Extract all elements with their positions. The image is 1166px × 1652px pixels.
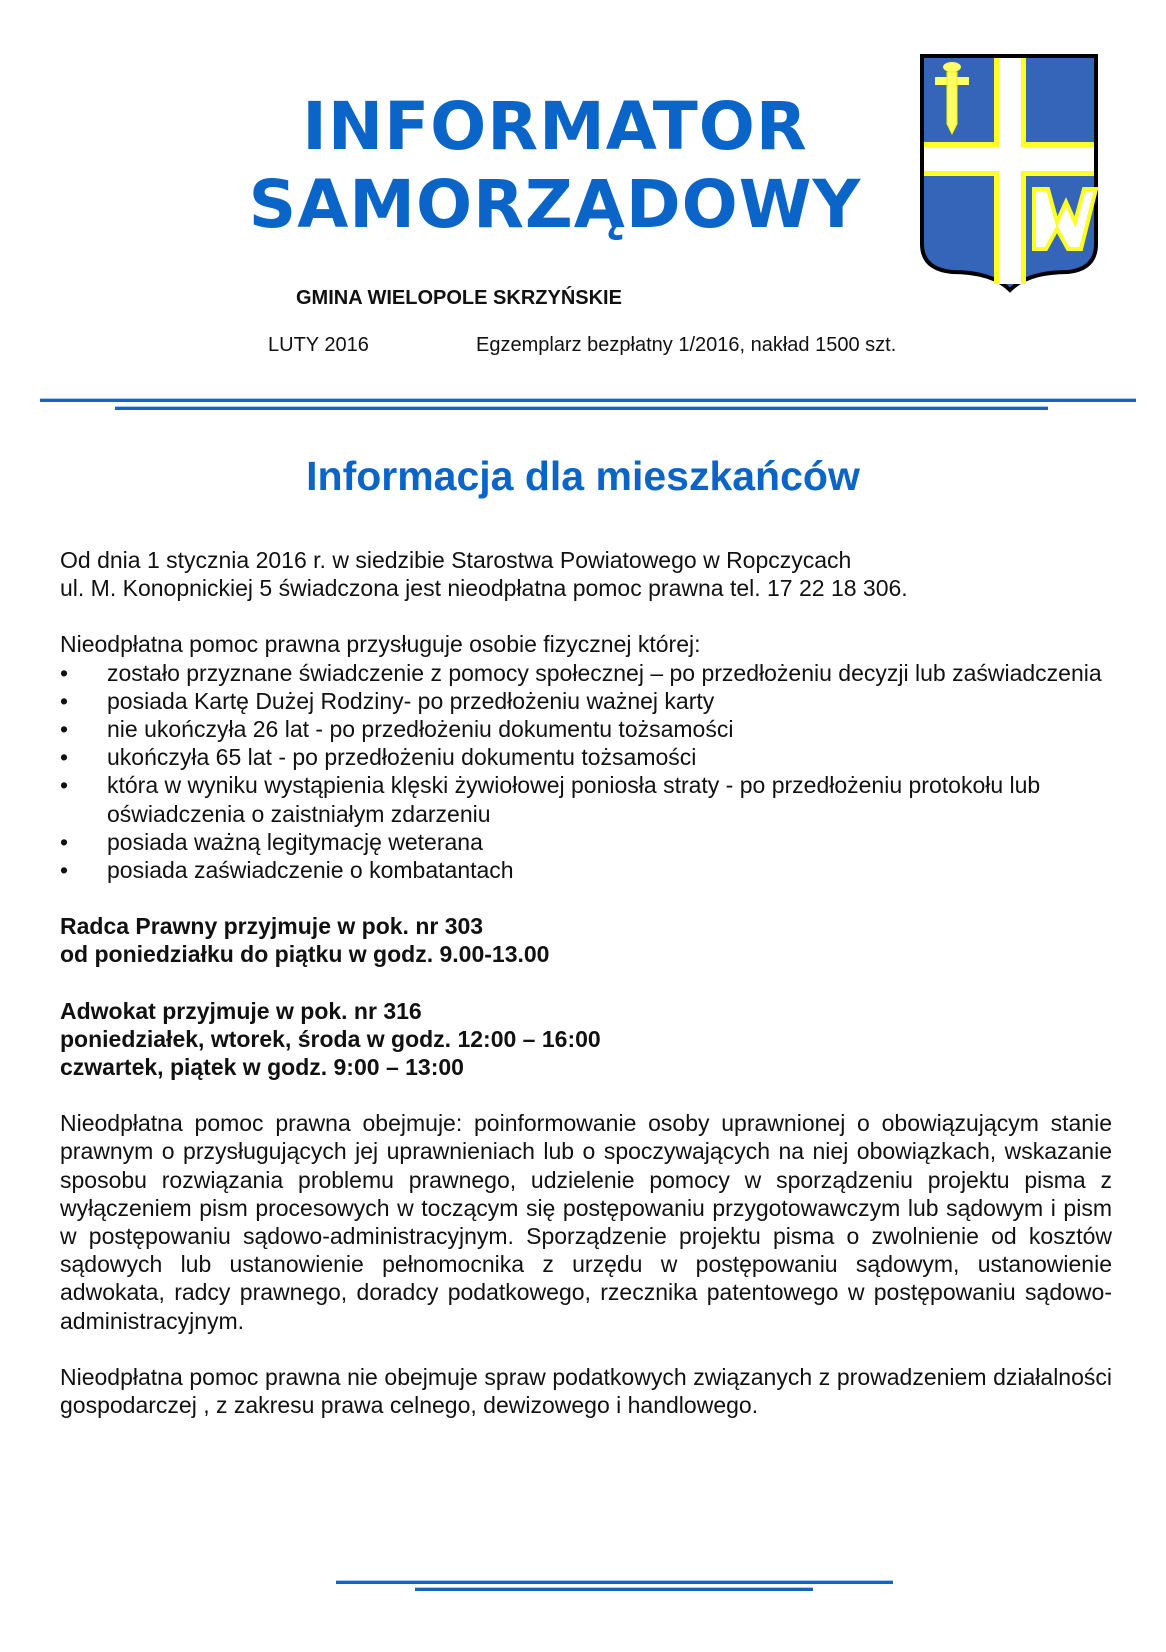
bullet-icon: •: [60, 857, 69, 884]
newsletter-title: [200, 88, 910, 244]
list-item: • posiada zaświadczenie o kombatantach: [60, 857, 514, 884]
bullet-icon: •: [60, 828, 69, 855]
list-item: • posiada ważną legitymację weterana: [60, 828, 483, 855]
list-item: • nie ukończyła 26 lat - po przedłożeniu dokumentu tożsamości: [60, 716, 734, 743]
bullet-icon: •: [60, 716, 69, 743]
intro-line-2: ul. M. Konopnickiej 5 świadczona jest nieodpłatna pomoc prawna tel. 17 22 18 306.: [60, 575, 908, 602]
article-heading: Informacja dla mieszkańców: [306, 453, 860, 499]
coat-of-arms-icon: [918, 54, 1100, 294]
attorney-room: Adwokat przyjmuje w pok. nr 316: [60, 997, 422, 1024]
bullet-icon: •: [60, 744, 69, 771]
attorney-hours-2: czwartek, piątek w godz. 9:00 – 13:00: [60, 1054, 464, 1081]
header-rule-long: [40, 399, 1136, 402]
eligibility-intro: Nieodpłatna pomoc prawna przysługuje osobie fizycznej której:: [60, 631, 701, 658]
article-body: [60, 546, 1112, 1419]
attorney-hours-1: poniedziałek, wtorek, środa w godz. 12:00 – 16:00: [60, 1025, 601, 1052]
scope-paragraph: Nieodpłatna pomoc prawna obejmuje: poinformowanie osoby uprawnionej o obowiązującym stanie prawnym o przysługujących jej uprawnieniach lub o spoczywających na niej obowiązkach, wskazanie sposobu rozwiązania problemu prawnego, udzielenie pomocy w sporządzeniu projektu pisma z wyłączeniem pism procesowych w toczącym się postępowaniu przygotowawczym lub sądowym i pism w postępowaniu sądowo-administracyjnym. Sporządzenie projektu pisma o zwolnienie od kosztów sądowych lub ustanowienie pełnomocnika z urzędu w postępowaniu sądowym, ustanowienie adwokata, radcy prawnego, doradcy podatkowego, rzecznika patentowego w postępowaniu sądowo-administracyjnym.: [60, 1110, 1112, 1334]
header-rule-short: [115, 407, 1048, 410]
legal-advisor-room: Radca Prawny przyjmuje w pok. nr 303: [60, 913, 484, 940]
issue-info: Egzemplarz bezpłatny 1/2016, nakład 1500 szt.: [476, 334, 897, 356]
footer-rule-long: [336, 1581, 893, 1584]
cross-horizontal-white: [924, 147, 1094, 171]
issue-date: LUTY 2016: [268, 334, 369, 356]
list-item: • zostało przyznane świadczenie z pomocy społecznej – po przedłożeniu decyzji lub zaświadczenia: [60, 659, 1102, 686]
intro-line-1: Od dnia 1 stycznia 2016 r. w siedzibie Starostwa Powiatowego w Ropczycach: [60, 547, 852, 573]
footer-rule-short: [415, 1588, 813, 1591]
bullet-icon: •: [60, 687, 69, 714]
eligibility-list: [60, 659, 1112, 885]
list-item: • która w wyniku wystąpienia klęski żywiołowej poniosła straty - po przedłożeniu protokołu lub oświadczenia o zaistniałym zdarzeniu: [60, 772, 1041, 827]
bullet-icon: •: [60, 772, 69, 799]
bullet-icon: •: [60, 659, 69, 686]
exclusion-paragraph: Nieodpłatna pomoc prawna nie obejmuje spraw podatkowych związanych z prowadzeniem działalności gospodarczej , z zakresu prawa celnego, dewizowego i handlowego.: [60, 1363, 1112, 1419]
title-line-2: SAMORZĄDOWY: [248, 166, 862, 243]
list-item: • posiada Kartę Dużej Rodziny- po przedłożeniu ważnej karty: [60, 687, 715, 714]
title-line-1: INFORMATOR: [302, 88, 808, 165]
list-item: • ukończyła 65 lat - po przedłożeniu dokumentu tożsamości: [60, 744, 697, 771]
legal-advisor-hours: od poniedziałku do piątku w godz. 9.00-13.00: [60, 941, 550, 968]
municipality-name: GMINA WIELOPOLE SKRZYŃSKIE: [296, 287, 622, 309]
